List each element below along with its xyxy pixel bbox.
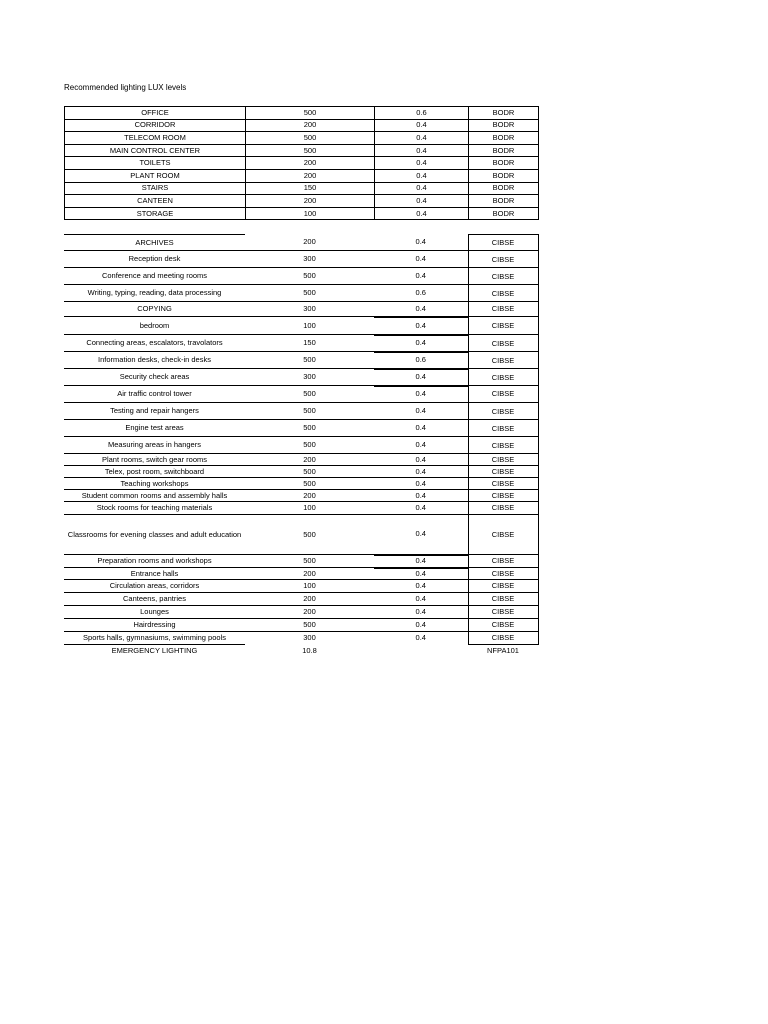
cell-source: BODR [469,144,539,157]
cell-lux: 500 [245,352,374,369]
cell-lux: 200 [246,119,375,132]
cell-uniformity: 0.4 [374,490,468,502]
cell-uniformity: 0.4 [374,478,468,490]
cell-source: CIBSE [468,285,538,302]
cell-source: CIBSE [468,502,538,515]
cell-area: Reception desk [64,251,245,268]
cell-lux: 500 [245,268,374,285]
cell-uniformity [374,645,468,657]
cell-source: CIBSE [468,454,538,466]
cell-lux: 500 [246,132,375,145]
cell-lux: 500 [245,619,374,632]
cell-uniformity: 0.4 [375,119,469,132]
cell-source: CIBSE [468,302,538,317]
cell-source: CIBSE [468,235,538,251]
cell-source: CIBSE [468,580,538,593]
cell-lux: 500 [245,386,374,403]
table-row [64,268,538,285]
cell-source: CIBSE [468,632,538,645]
table-row [64,466,538,478]
table-row [65,119,539,132]
cell-area: CORRIDOR [65,119,246,132]
lux-table-cibse [64,234,539,657]
cell-area: Air traffic control tower [64,386,245,403]
cell-uniformity: 0.6 [374,285,468,302]
cell-source: BODR [469,169,539,182]
cell-source: CIBSE [468,606,538,619]
cell-source: CIBSE [468,478,538,490]
cell-uniformity: 0.4 [375,207,469,220]
cell-source: CIBSE [468,386,538,403]
cell-uniformity: 0.4 [374,555,468,568]
cell-uniformity: 0.4 [374,302,468,317]
table-row [64,478,538,490]
cell-lux: 300 [303,633,316,643]
cell-source: CIBSE [468,352,538,369]
cell-lux: 500 [245,466,374,478]
table-row [64,369,538,386]
cell-lux: 500 [245,555,374,568]
cell-lux: 200 [245,568,374,580]
cell-area: Conference and meeting rooms [64,268,245,285]
cell-lux: 150 [246,182,375,195]
cell-uniformity: 0.4 [374,580,468,593]
cell-lux: 200 [246,195,375,208]
table-row [65,157,539,170]
cell-source: CIBSE [468,403,538,420]
cell-area: Connecting areas, escalators, travolators [64,335,245,352]
table-row [64,593,538,606]
cell-area: STAIRS [65,182,246,195]
cell-uniformity: 0.4 [374,369,468,386]
cell-area: Student common rooms and assembly halls [64,490,245,502]
cell-source: CIBSE [468,466,538,478]
cell-area: Information desks, check-in desks [64,352,245,369]
cell-area: STORAGE [65,207,246,220]
table-row [65,207,539,220]
cell-lux: 100 [245,502,374,515]
cell-area: Classrooms for evening classes and adult education [64,515,245,555]
table-row [64,555,538,568]
table-row [65,132,539,145]
cell-area: Preparation rooms and workshops [64,555,245,568]
cell-source: CIBSE [468,490,538,502]
table-row [64,568,538,580]
cell-source: CIBSE [468,437,538,454]
table-row [64,302,538,317]
cell-source: CIBSE [468,317,538,335]
cell-uniformity: 0.4 [374,606,468,619]
table-row [64,285,538,302]
cell-uniformity: 0.4 [374,437,468,454]
cell-lux: 100 [245,317,374,335]
cell-source: CIBSE [468,568,538,580]
cell-lux: 500 [245,478,374,490]
lux-table-bodr [64,106,539,220]
cell-uniformity: 0.4 [374,454,468,466]
table-row [64,437,538,454]
cell-uniformity: 0.4 [374,235,468,251]
table-row [64,645,538,657]
cell-uniformity: 0.6 [374,352,468,369]
cell-lux: 200 [245,593,374,606]
table-row [64,632,538,645]
cell-uniformity: 0.4 [374,619,468,632]
cell-lux: 100 [246,207,375,220]
cell-uniformity: 0.4 [374,268,468,285]
cell-uniformity: 0.4 [375,132,469,145]
cell-source: NFPA101 [487,645,519,655]
cell-area: Entrance halls [64,568,245,580]
cell-lux: 200 [246,157,375,170]
cell-lux: 300 [245,251,374,268]
cell-uniformity: 0.4 [375,195,469,208]
cell-lux: 150 [245,335,374,352]
table-row [64,352,538,369]
cell-lux: 100 [245,580,374,593]
cell-area: bedroom [64,317,245,335]
cell-source: CIBSE [468,555,538,568]
cell-lux: 500 [245,403,374,420]
cell-area: Writing, typing, reading, data processing [64,285,245,302]
cell-area: Sports halls, gymnasiums, swimming pools [64,632,245,645]
cell-area: Measuring areas in hangers [64,437,245,454]
table-row [64,515,538,555]
cell-uniformity: 0.4 [374,593,468,606]
cell-area: CANTEEN [65,195,246,208]
cell-uniformity: 0.6 [375,107,469,120]
cell-source: BODR [469,157,539,170]
cell-uniformity: 0.4 [374,403,468,420]
table-row [64,454,538,466]
table-row [64,490,538,502]
cell-uniformity: 0.4 [374,515,468,555]
sheet-title: Recommended lighting LUX levels [64,83,187,92]
cell-source: CIBSE [468,515,538,555]
cell-lux: 300 [245,302,374,317]
cell-lux: 500 [246,144,375,157]
cell-lux: 200 [246,169,375,182]
table-row [64,619,538,632]
cell-uniformity: 0.4 [374,335,468,352]
cell-lux: 300 [245,369,374,386]
cell-area: Plant rooms, switch gear rooms [64,454,245,466]
cell-area: COPYING [64,302,245,317]
cell-uniformity: 0.4 [374,502,468,515]
cell-uniformity: 0.4 [375,182,469,195]
cell-area: Lounges [64,606,245,619]
cell-lux: 200 [245,235,374,251]
table-row [64,335,538,352]
cell-source: BODR [469,182,539,195]
table-row [64,403,538,420]
cell-source: CIBSE [468,369,538,386]
table-row [65,182,539,195]
cell-source: BODR [469,107,539,120]
cell-uniformity: 0.4 [375,144,469,157]
cell-lux: 500 [245,437,374,454]
table-row [64,317,538,335]
cell-area: Canteens, pantries [64,593,245,606]
cell-area: Security check areas [64,369,245,386]
table-row [65,107,539,120]
cell-uniformity: 0.4 [374,466,468,478]
cell-area: MAIN CONTROL CENTER [65,144,246,157]
cell-lux: 500 [245,285,374,302]
table-row [65,144,539,157]
cell-uniformity: 0.4 [415,633,426,643]
cell-source: CIBSE [468,420,538,437]
table-row [64,235,538,251]
table-row [64,606,538,619]
cell-source: BODR [469,119,539,132]
table-row [64,251,538,268]
cell-area: PLANT ROOM [65,169,246,182]
cell-area: Hairdressing [64,619,245,632]
cell-area: ARCHIVES [64,235,245,251]
cell-uniformity: 0.4 [374,251,468,268]
table-row [64,580,538,593]
cell-uniformity: 0.4 [375,157,469,170]
cell-lux: 200 [245,454,374,466]
table-row [65,169,539,182]
cell-lux: 200 [245,490,374,502]
cell-area: EMERGENCY LIGHTING [64,645,245,657]
table-row [64,386,538,403]
cell-source: CIBSE [468,593,538,606]
cell-uniformity: 0.4 [374,317,468,335]
cell-area: TELECOM ROOM [65,132,246,145]
cell-area: Engine test areas [64,420,245,437]
cell-area: TOILETS [65,157,246,170]
table-row [64,420,538,437]
cell-area: Telex, post room, switchboard [64,466,245,478]
cell-lux: 500 [245,515,374,555]
cell-area: OFFICE [65,107,246,120]
cell-source: CIBSE [468,268,538,285]
cell-lux: 500 [246,107,375,120]
cell-source: BODR [469,132,539,145]
cell-uniformity: 0.4 [374,420,468,437]
cell-source: CIBSE [468,335,538,352]
cell-area: Testing and repair hangers [64,403,245,420]
table-row [65,195,539,208]
cell-source: CIBSE [468,251,538,268]
cell-area: Teaching workshops [64,478,245,490]
cell-area: Circulation areas, corridors [64,580,245,593]
cell-source: BODR [469,195,539,208]
cell-area: Stock rooms for teaching materials [64,502,245,515]
cell-source: BODR [469,207,539,220]
cell-uniformity: 0.4 [375,169,469,182]
cell-uniformity: 0.4 [374,568,468,580]
cell-uniformity: 0.4 [374,386,468,403]
cell-lux: 10.8 [302,645,317,655]
table-row [64,502,538,515]
cell-lux: 200 [245,606,374,619]
cell-source: CIBSE [468,619,538,632]
cell-lux: 500 [245,420,374,437]
